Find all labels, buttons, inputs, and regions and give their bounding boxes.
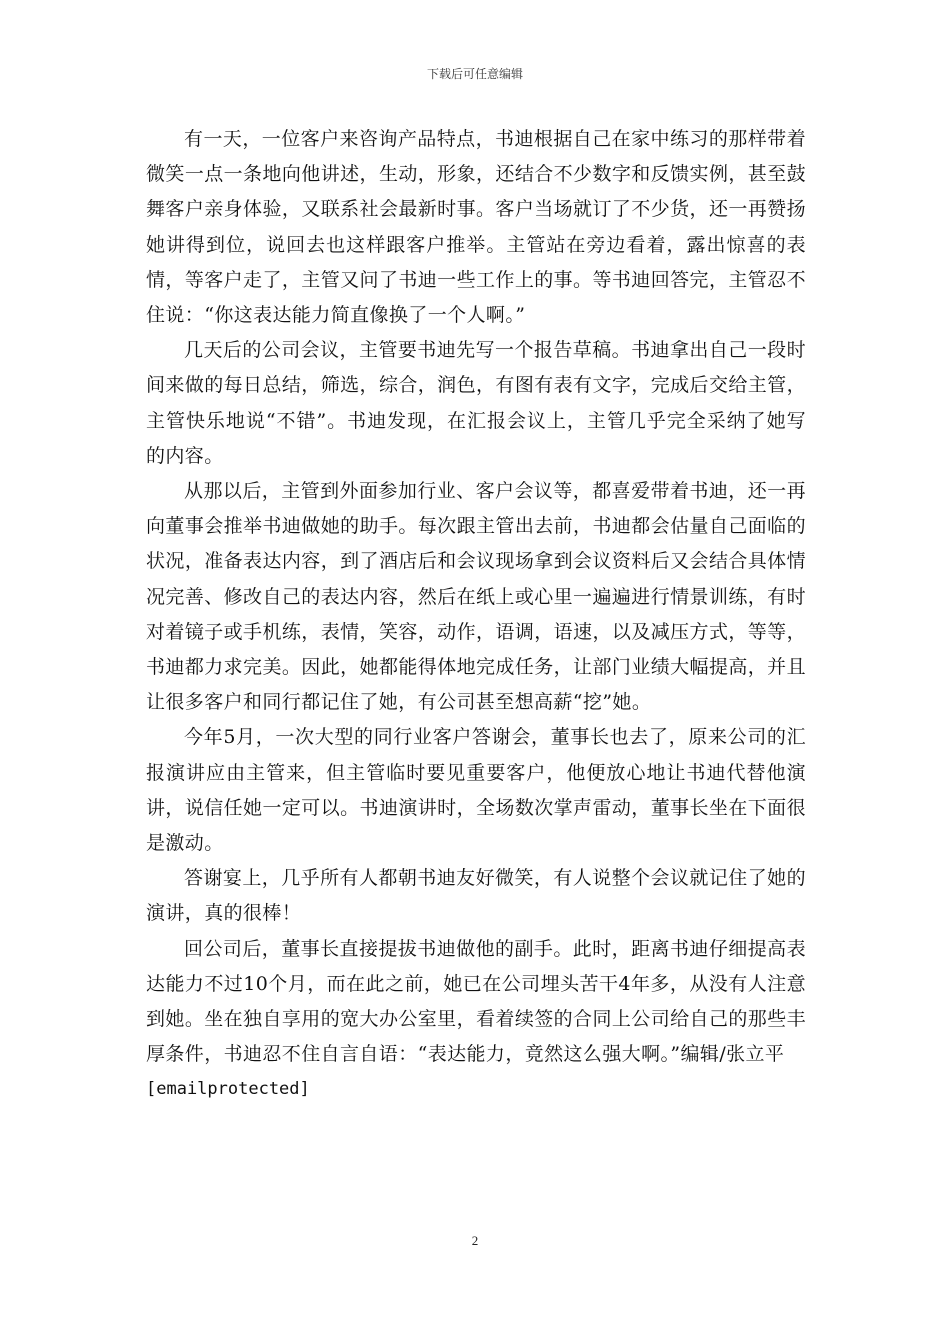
article-body	[146, 122, 806, 1108]
paragraph-may-event: 今年5月，一次大型的同行业客户答谢会，董事长也去了，原来公司的汇报演讲应由主管来，但主管临时要见重要客户，他便放心地让书迪代替他演讲，说信任她一定可以。书迪演讲时，全场数次掌声雷动，董事长坐在下面很是激动。	[146, 726, 806, 855]
paragraph-report-draft: 几天后的公司会议，主管要书迪先写一个报告草稿。书迪拿出自己一段时间来做的每日总结，筛选，综合，润色，有图有表有文字，完成后交给主管，主管快乐地说“不错”。书迪发现，在汇报会议上，主管几乎完全采纳了她写的内容。	[146, 339, 806, 467]
paragraph-banquet: 答谢宴上，几乎所有人都朝书迪友好微笑，有人说整个会议就记住了她的演讲，真的很棒！	[146, 867, 806, 925]
paragraph-promotion: 回公司后，董事长直接提拔书迪做他的副手。此时，距离书迪仔细提高表达能力不过10个月，而在此之前，她已在公司埋头苦干4年多，从没有人注意到她。坐在独自享用的宽大办公室里，看着续签的合同上公司给自己的那些丰厚条件，书迪忍不住自言自语：“表达能力，竟然这么强大啊。”编辑/张立平	[146, 937, 806, 1066]
paragraph-customer-consultation: 有一天，一位客户来咨询产品特点，书迪根据自己在家中练习的那样带着微笑一点一条地向他讲述，生动，形象，还结合不少数字和反馈实例，甚至鼓舞客户亲身体验，又联系社会最新时事。客户当场就订了不少货，还一再赞扬她讲得到位，说回去也这样跟客户推举。主管站在旁边看着，露出惊喜的表情，等客户走了，主管又问了书迪一些工作上的事。等书迪回答完，主管忍不住说：“你这表达能力简直像换了一个人啊。”	[146, 128, 806, 327]
page-header: 下载后可任意编辑	[426, 67, 523, 81]
paragraph-meetings: 从那以后，主管到外面参加行业、客户会议等，都喜爱带着书迪，还一再向董事会推举书迪做她的助手。每次跟主管出去前，书迪都会估量自己面临的状况，准备表达内容，到了酒店后和会议现场拿到会议资料后又会结合具体情况完善、修改自己的表达内容，然后在纸上或心里一遍遍进行情景训练，有时对着镜子或手机练，表情，笑容，动作，语调，语速，以及减压方式，等等，书迪都力求完美。因此，她都能得体地完成任务，让部门业绩大幅提高，并且让很多客户和同行都记住了她，有公司甚至想高薪“挖”她。	[146, 480, 806, 714]
email-protected-link[interactable]: [emailprotected]	[146, 1079, 310, 1100]
page-number: 2	[471, 1233, 479, 1248]
